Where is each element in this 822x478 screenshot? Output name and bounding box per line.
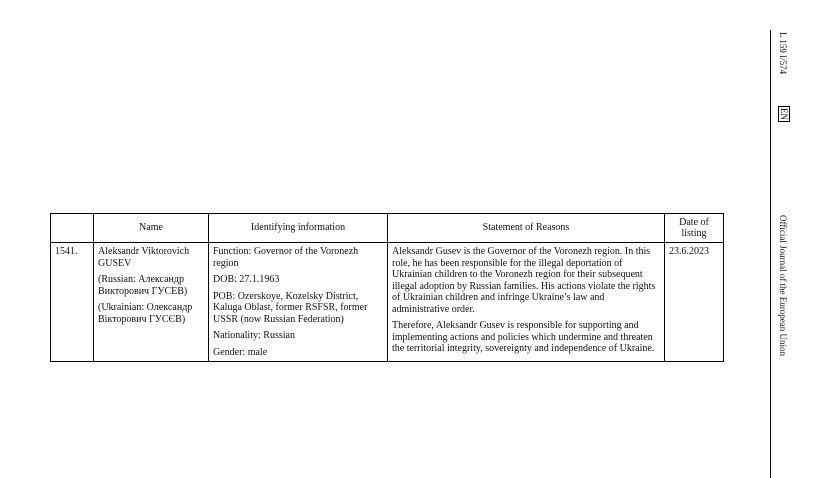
journal-title: Official Journal of the European Union bbox=[778, 215, 788, 357]
reasons-paragraph-2: Therefore, Aleksandr Gusev is responsible for supporting and implementing actions and policies which undermine and threaten the territorial integrity, sovereignty and independence of Ukraine. bbox=[392, 320, 655, 354]
header-date-of-listing: Date of listing bbox=[665, 214, 724, 243]
page-reference: L 159 I/574 bbox=[778, 32, 788, 75]
sanctions-table bbox=[50, 213, 724, 362]
entry-identifying-information bbox=[209, 243, 388, 362]
entry-date-of-listing: 23.6.2023 bbox=[665, 243, 724, 362]
header-identifying-information: Identifying information bbox=[209, 214, 388, 243]
gender: Gender: male bbox=[213, 346, 268, 358]
entry-number: 1541. bbox=[51, 243, 94, 362]
place-of-birth: POB: Ozerskoye, Kozelsky District, Kaluga Oblast, former RSFSR, former USSR (now Russian Federation) bbox=[213, 290, 368, 325]
name-ukrainian: (Ukrainian: Олександр Вікторович ГУСЄВ) bbox=[98, 302, 193, 325]
nationality: Nationality: Russian bbox=[213, 330, 295, 341]
header-statement-of-reasons: Statement of Reasons bbox=[388, 214, 665, 243]
function: Function: Governor of the Voronezh region bbox=[213, 246, 359, 269]
table-row bbox=[51, 243, 724, 362]
header-number bbox=[51, 214, 94, 243]
date-of-birth: DOB: 27.1.1963 bbox=[213, 274, 280, 285]
name-latin: Aleksandr Viktorovich GUSEV bbox=[98, 246, 190, 269]
table-header-row bbox=[51, 214, 724, 243]
reasons-paragraph-1: Aleksandr Gusev is the Governor of the Voronezh region. In this role, he has been responsible for the illegal deportation of Ukrainian children to the Voronezh region for their subsequent illegal adoption by Russian families. His actions violate the rights of Ukrainian children and infringe Ukraine’s law and administrative order. bbox=[392, 246, 656, 315]
language-badge: EN bbox=[779, 108, 789, 120]
entry-name bbox=[94, 243, 209, 362]
margin-rule bbox=[770, 30, 771, 478]
header-name: Name bbox=[94, 214, 209, 243]
name-russian: (Russian: Александр Викторович ГУСЕВ) bbox=[98, 274, 188, 297]
entry-statement-of-reasons bbox=[388, 243, 665, 362]
